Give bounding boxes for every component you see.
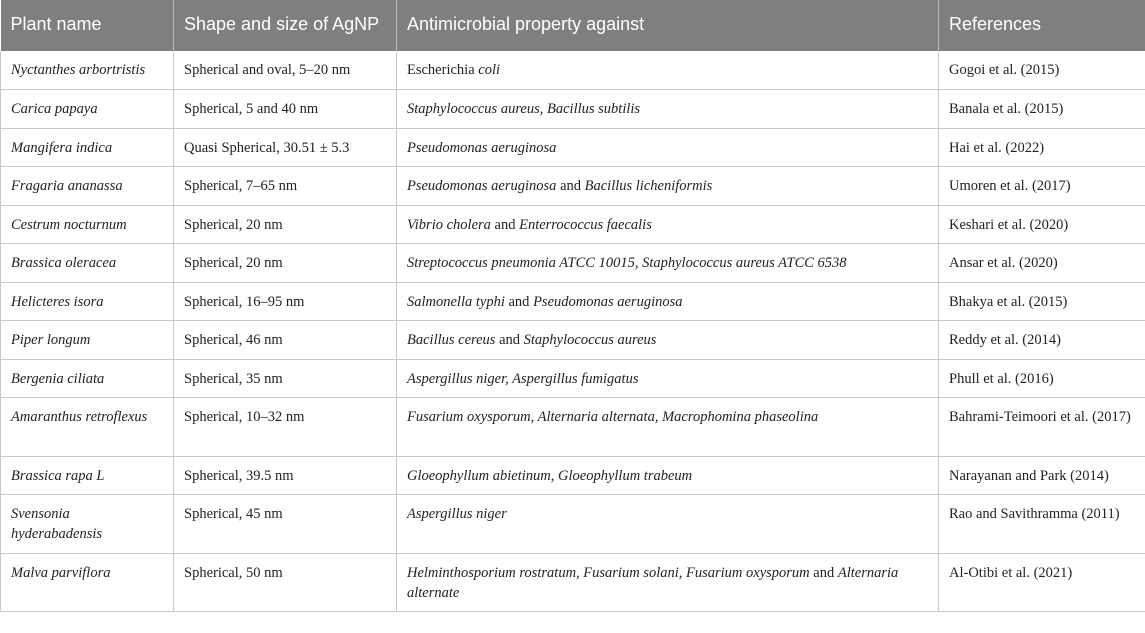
antimicrobial-cell [397,495,939,554]
antimicrobial-cell [397,205,939,244]
header-references: References [939,0,1145,51]
header-plant-name: Plant name [1,0,174,51]
table-row [1,282,1145,321]
plant-name-cell: Mangifera indica [1,128,174,167]
reference-cell: Keshari et al. (2020) [939,205,1145,244]
organism-text: Aspergillus niger, Aspergillus fumigatus [407,370,639,387]
organism-text: Bacillus cereus [407,332,496,348]
table-row [1,321,1145,360]
reference-cell: Gogoi et al. (2015) [939,51,1145,90]
shape-size-cell: Spherical, 35 nm [174,359,397,398]
shape-size-cell: Quasi Spherical, 30.51 ± 5.3 [174,128,397,167]
header-row [1,0,1145,51]
organism-text: and [504,293,534,310]
organism-text: and [556,178,585,194]
reference-cell: Bhakya et al. (2015) [939,282,1145,321]
antimicrobial-cell [397,90,939,129]
plant-name-cell: Piper longum [1,321,174,360]
reference-cell: Ansar et al. (2020) [939,244,1145,283]
reference-cell: Rao and Savithramma (2011) [939,495,1145,554]
shape-size-cell: Spherical, 20 nm [174,244,397,283]
plant-name-cell: Malva parviflora [1,553,174,612]
organism-text: Staphylococcus aureus [523,332,657,348]
shape-size-cell: Spherical, 45 nm [174,495,397,554]
reference-cell: Banala et al. (2015) [939,90,1145,129]
plant-name-cell: Cestrum nocturnum [1,205,174,244]
table-row [1,495,1145,554]
shape-size-cell: Spherical, 7–65 nm [174,167,397,206]
organism-text: Enterrococcus faecalis [519,216,652,233]
plant-name-cell: Brassica oleracea [1,244,174,283]
table-row [1,244,1145,283]
reference-cell: Reddy et al. (2014) [939,321,1145,360]
plant-name-cell: Svensonia hyderabadensis [1,495,174,554]
table-row [1,90,1145,129]
organism-text: Vibrio cholera [407,216,491,233]
organism-text: Salmonella typhi [407,293,505,310]
organism-text: and [490,216,520,233]
plant-name-cell: Helicteres isora [1,282,174,321]
organism-text: Pseudomonas aeruginosa [533,293,683,310]
shape-size-cell: Spherical, 16–95 nm [174,282,397,321]
organism-text: Streptococcus pneumonia ATCC 10015, Staphylococcus aureus ATCC 6538 [407,255,847,271]
organism-text: Staphylococcus aureus, Bacillus subtilis [407,101,641,117]
antimicrobial-cell [397,282,939,321]
table-row [1,128,1145,167]
reference-cell: Hai et al. (2022) [939,128,1145,167]
table-row [1,398,1145,457]
plant-name-cell: Fragaria ananassa [1,167,174,206]
antimicrobial-cell [397,456,939,495]
organism-text: Pseudomonas aeruginosa [407,139,557,156]
reference-cell: Al-Otibi et al. (2021) [939,553,1145,612]
plant-name-cell: Bergenia ciliata [1,359,174,398]
antimicrobial-cell [397,244,939,283]
organism-text: coli [478,62,501,78]
header-antimicrobial: Antimicrobial property against [397,0,939,51]
shape-size-cell: Spherical and oval, 5–20 nm [174,51,397,90]
organism-text: Aspergillus niger [407,506,507,522]
antimicrobial-cell [397,398,939,457]
header-shape-size: Shape and size of AgNP [174,0,397,51]
table-row [1,167,1145,206]
antimicrobial-cell [397,553,939,612]
table-row [1,553,1145,612]
plant-name-cell: Carica papaya [1,90,174,129]
antimicrobial-cell [397,167,939,206]
shape-size-cell: Spherical, 50 nm [174,553,397,612]
shape-size-cell: Spherical, 46 nm [174,321,397,360]
reference-cell: Bahrami-Teimoori et al. (2017) [939,398,1145,457]
shape-size-cell: Spherical, 20 nm [174,205,397,244]
plant-name-cell: Amaranthus retroflexus [1,398,174,457]
antimicrobial-cell [397,321,939,360]
organism-text: Helminthosporium rostratum, Fusarium solani, Fusarium oxysporum [407,564,810,581]
antimicrobial-cell [397,359,939,398]
antimicrobial-cell [397,51,939,90]
shape-size-cell: Spherical, 5 and 40 nm [174,90,397,129]
shape-size-cell: Spherical, 39.5 nm [174,456,397,495]
table-row [1,51,1145,90]
organism-text: Pseudomonas aeruginosa [407,178,557,194]
table-row [1,456,1145,495]
organism-text: and [809,564,838,581]
table-body [1,51,1145,612]
table-row [1,359,1145,398]
shape-size-cell: Spherical, 10–32 nm [174,398,397,457]
organism-text: Gloeophyllum abietinum, Gloeophyllum trabeum [407,467,693,484]
reference-cell: Umoren et al. (2017) [939,167,1145,206]
plant-name-cell: Brassica rapa L [1,456,174,495]
organism-text: Alternaria alternate [407,564,899,601]
antimicrobial-cell [397,128,939,167]
organism-text: Escherichia [407,62,479,78]
organism-text: Fusarium oxysporum, Alternaria alternata, Macrophomina phaseolina [407,409,819,425]
organism-text: Bacillus licheniformis [584,178,713,194]
table-row [1,205,1145,244]
reference-cell: Narayanan and Park (2014) [939,456,1145,495]
plant-name-cell: Nyctanthes arbortristis [1,51,174,90]
organism-text: and [495,332,524,348]
reference-cell: Phull et al. (2016) [939,359,1145,398]
